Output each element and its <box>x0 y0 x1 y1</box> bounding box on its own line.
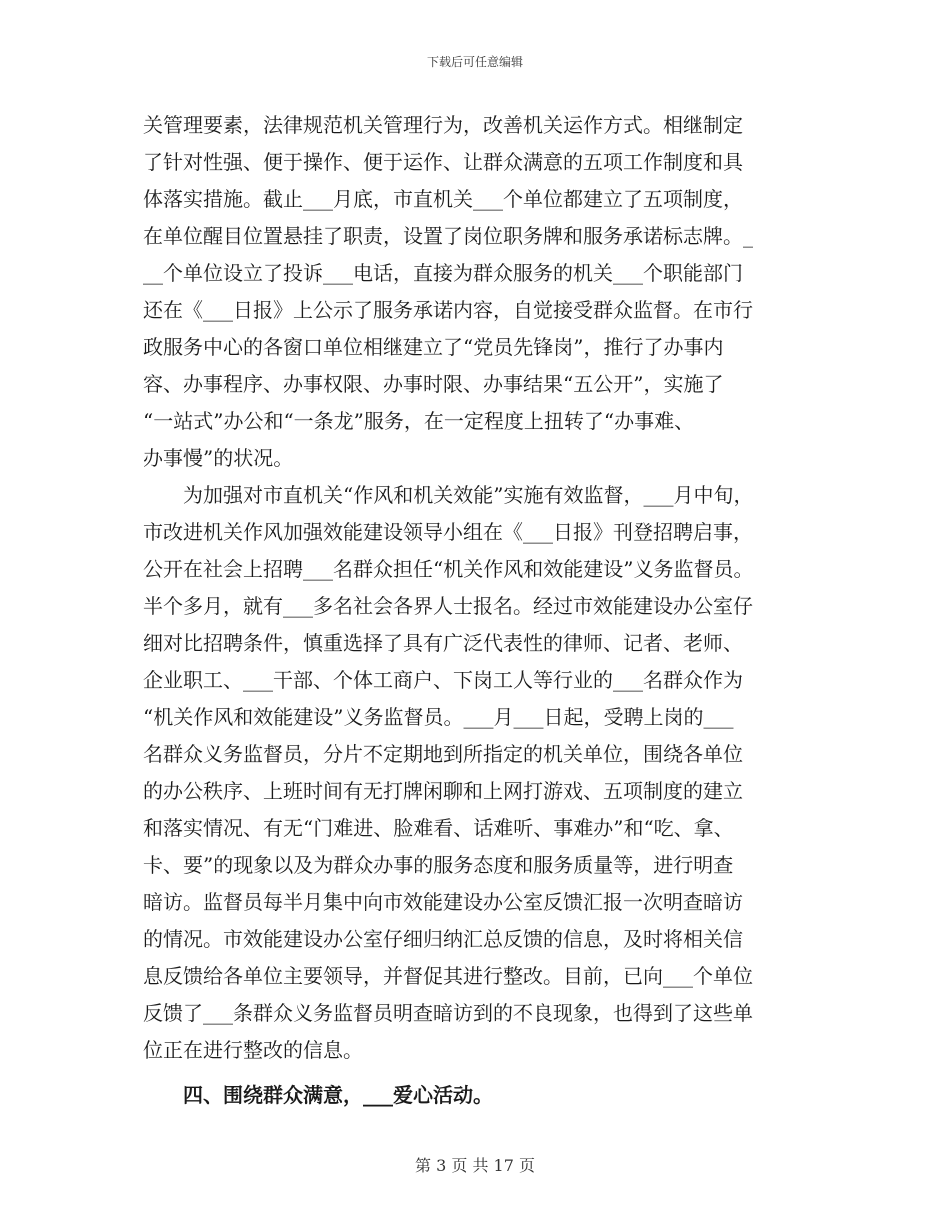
text-line: 暗访。监督员每半月集中向市效能建设办公室反馈汇报一次明查暗访 <box>143 890 743 914</box>
text-line: 政服务中心的各窗口单位相继建立了“党员先锋岗”，推行了办事内 <box>143 335 724 359</box>
text-line: 息反馈给各单位主要领导，并督促其进行整改。目前，已向___个单位 <box>143 964 753 988</box>
text-line: 容、办事程序、办事权限、办事时限、办事结果“五公开”，实施了 <box>143 372 724 396</box>
text-line: 反馈了___条群众义务监督员明查暗访到的不良现象，也得到了这些单 <box>143 1001 753 1025</box>
text-line: 了针对性强、便于操作、便于运作、让群众满意的五项工作制度和具 <box>143 150 743 174</box>
text-line: 的情况。市效能建设办公室仔细归纳汇总反馈的信息，及时将相关信 <box>143 927 743 951</box>
text-line: 办事慢”的状况。 <box>143 446 294 470</box>
paragraph-1 <box>143 107 823 477</box>
text-line: 公开在社会上招聘___名群众担任“机关作风和效能建设”义务监督员。 <box>143 557 754 581</box>
text-line: 和落实情况、有无“门难进、脸难看、话难听、事难办”和“吃、拿、 <box>143 816 734 840</box>
page-footer: 第 3 页 共 17 页 <box>415 1156 535 1175</box>
text-line: “机关作风和效能建设”义务监督员。___月___日起，受聘上岗的___ <box>143 705 734 729</box>
text-line: 卡、要”的现象以及为群众办事的服务态度和服务质量等，进行明查 <box>143 853 734 877</box>
text-line: 细对比招聘条件，慎重选择了具有广泛代表性的律师、记者、老师、 <box>143 631 743 655</box>
text-line: 为加强对市直机关“作风和机关效能”实施有效监督，___月中旬， <box>143 483 754 507</box>
text-line: 关管理要素，法律规范机关管理行为，改善机关运作方式。相继制定 <box>143 113 743 137</box>
text-line: 体落实措施。截止___月底，市直机关___个单位都建立了五项制度， <box>143 187 743 211</box>
section-heading: 四、围绕群众满意，___爱心活动。 <box>143 1083 493 1107</box>
text-line: __个单位设立了投诉___电话，直接为群众服务的机关___个职能部门 <box>143 261 743 285</box>
text-line: 市改进机关作风加强效能建设领导小组在《___日报》刊登招聘启事， <box>143 520 753 544</box>
paragraph-2 <box>143 477 823 1069</box>
text-line: 在单位醒目位置悬挂了职责，设置了岗位职务牌和服务承诺标志牌。_ <box>143 224 753 248</box>
text-line: 企业职工、___干部、个体工商户、下岗工人等行业的___名群众作为 <box>143 668 743 692</box>
text-line: 还在《___日报》上公示了服务承诺内容，自觉接受群众监督。在市行 <box>143 298 753 322</box>
text-line: 半个多月，就有___多名社会各界人士报名。经过市效能建设办公室仔 <box>143 594 753 618</box>
text-line: “一站式”办公和“一条龙”服务，在一定程度上扭转了“办事难、 <box>143 409 695 433</box>
page-header: 下载后可任意编辑 <box>426 55 523 69</box>
text-line: 名群众义务监督员，分片不定期地到所指定的机关单位，围绕各单位 <box>143 742 743 766</box>
document-body <box>143 107 823 1121</box>
text-line: 的办公秩序、上班时间有无打牌闲聊和上网打游戏、五项制度的建立 <box>143 779 743 803</box>
text-line: 位正在进行整改的信息。 <box>143 1038 363 1062</box>
